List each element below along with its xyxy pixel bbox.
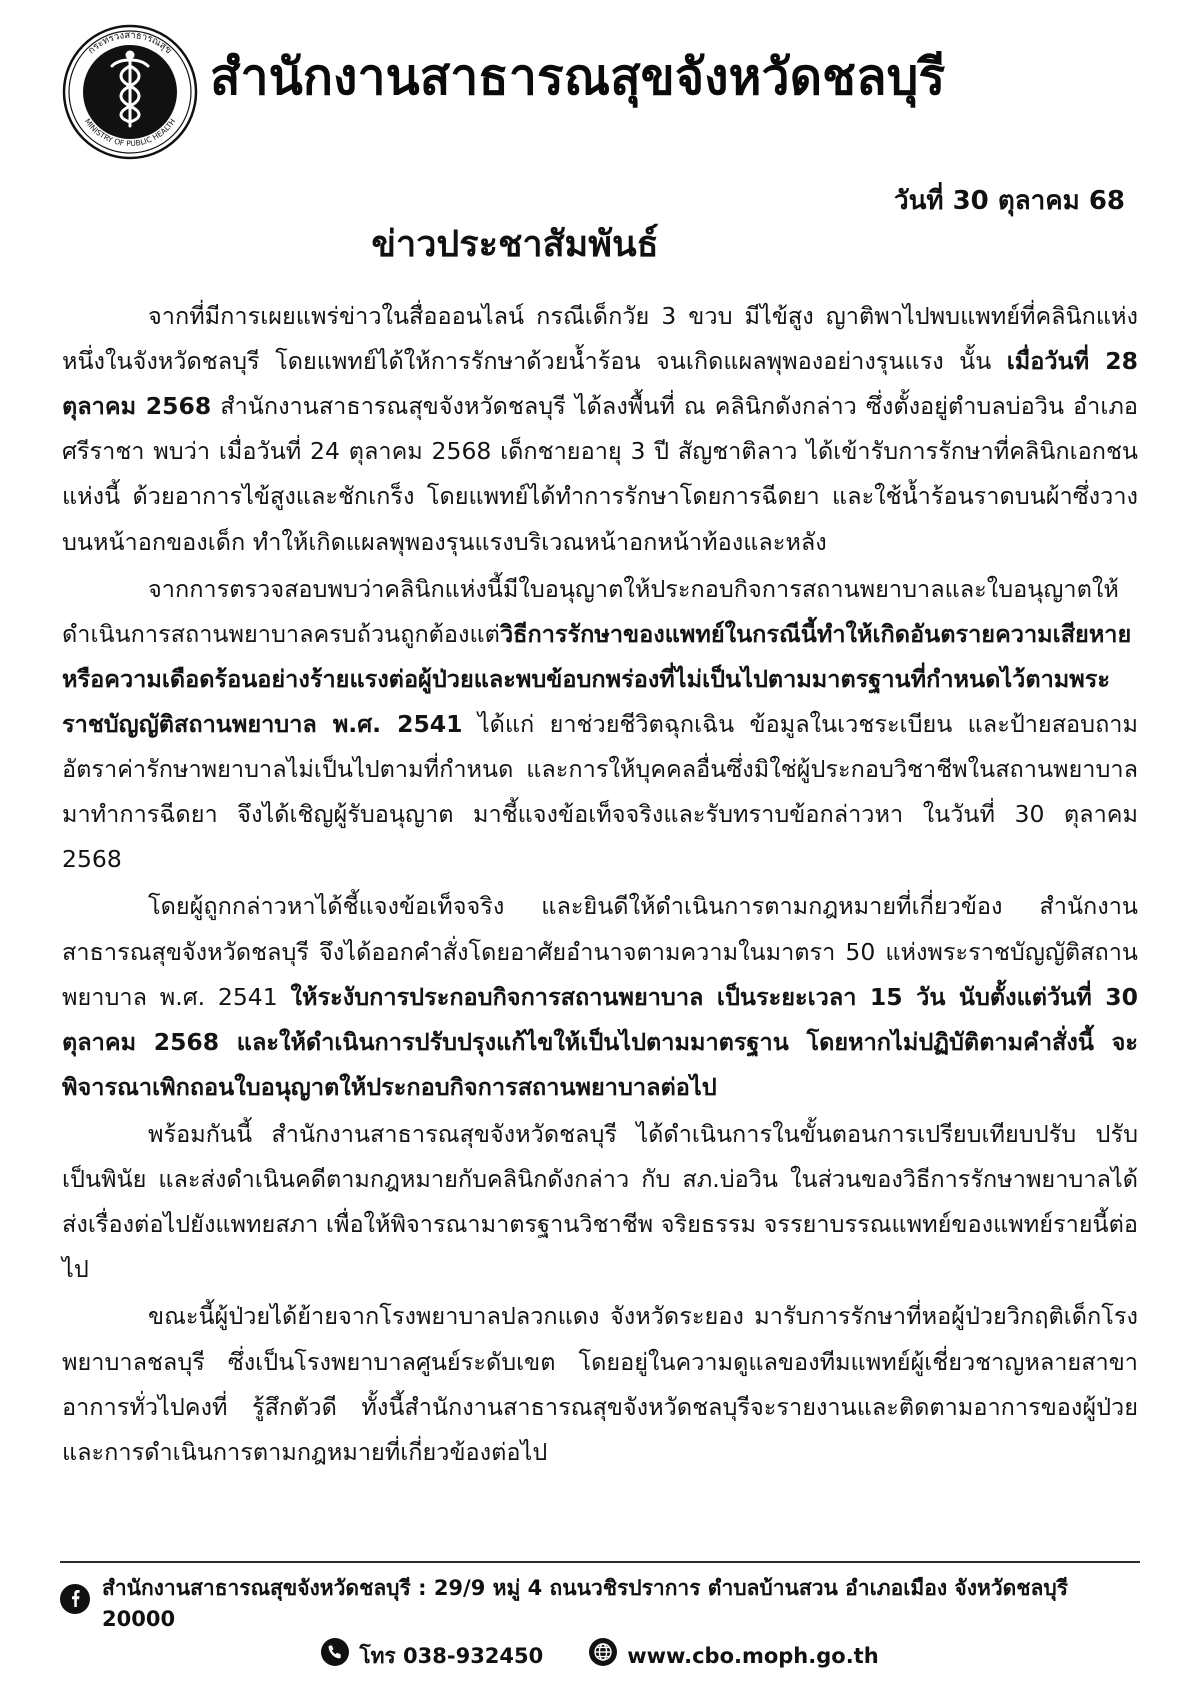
- body-text: โดยผู้ถูกกล่าวหาได้ชี้แจงข้อเท็จจริง และยินดีให้ดำเนินการตามกฎหมายที่เกี่ยวข้อง สำนักงานสาธารณสุขจังหวัดชลบุรี จึงได้ออกคำสั่งโดยอาศัยอำนาจตามความในมาตรา 50 แห่งพระราชบัญญัติสถานพยาบาล พ.ศ. 2541: [62, 892, 1138, 1011]
- organization-title: สำนักงานสาธารณสุขจังหวัดชลบุรี: [210, 48, 946, 106]
- body-text: พร้อมกันนี้ สำนักงานสาธารณสุขจังหวัดชลบุรี ได้ดำเนินการในขั้นตอนการเปรียบเทียบปรับ ปรับเป็นพินัย และส่งดำเนินคดีตามกฎหมายกับคลินิกดังกล่าว กับ สภ.บ่อวิน ในส่วนของวิธีการรักษาพยาบาลได้ส่งเรื่องต่อไปยังแพทยสภา เพื่อให้พิจารณามาตรฐานวิชาชีพ จริยธรรม จรรยาบรรณแพทย์ของแพทย์รายนี้ต่อไป: [62, 1119, 1138, 1284]
- para-5: [62, 1294, 1138, 1474]
- svg-text:MINISTRY OF PUBLIC HEALTH: MINISTRY OF PUBLIC HEALTH: [82, 116, 178, 149]
- emphasis-text: วิธีการรักษาของแพทย์ในกรณีนี้ทำให้เกิดอันตรายความเสียหาย หรือความเดือดร้อนอย่างร้ายแรงต่อผู้ป่วยและพบข้อบกพร่องที่ไม่เป็นไปตามมาตรฐานที่กำหนดไว้ตามพระราชบัญญัติสถานพยาบาล พ.ศ. 2541: [62, 619, 1132, 738]
- body-text: ได้แก่ ยาช่วยชีวิตฉุกเฉิน ข้อมูลในเวชระเบียน และป้ายสอบถามอัตราค่ารักษาพยาบาลไม่เป็นไปตามที่กำหนด และการให้บุคคลอื่นซึ่งมิใช่ผู้ประกอบวิชาชีพในสถานพยาบาล มาทำการฉีดยา จึงได้เชิญผู้รับอนุญาต มาชี้แจงข้อเท็จจริงและรับทราบข้อกล่าวหา ในวันที่ 30 ตุลาคม 2568: [62, 709, 1138, 874]
- facebook-icon: [60, 1584, 90, 1624]
- body-text: จากที่มีการเผยแพร่ข่าวในสื่อออนไลน์ กรณีเด็กวัย 3 ขวบ มีไข้สูง ญาติพาไปพบแพทย์ที่คลินิกแห่งหนึ่งในจังหวัดชลบุรี โดยแพทย์ได้ให้การรักษาด้วยน้ำร้อน จนเกิดแผลพุพองอย่างรุนแรง นั้น: [62, 302, 1138, 376]
- svg-text:กระทรวงสาธารณสุข: กระทรวงสาธารณสุข: [85, 29, 175, 57]
- emphasis-text: ให้ระงับการประกอบกิจการสถานพยาบาล เป็นระยะเวลา 15 วัน นับตั้งแต่วันที่ 30 ตุลาคม 2568 และให้ดำเนินการปรับปรุงแก้ไขให้เป็นไปตามมาตรฐาน โดยหากไม่ปฏิบัติตามคำสั่งนี้ จะพิจารณาเพิกถอนใบอนุญาตให้ประกอบกิจการสถานพยาบาลต่อไป: [62, 982, 1138, 1101]
- para-1: [62, 294, 1138, 565]
- document-body: [0, 272, 1200, 1475]
- footer-facebook-row: [60, 1573, 1140, 1636]
- body-text: จากการตรวจสอบพบว่าคลินิกแห่งนี้มีใบอนุญาตให้ประกอบกิจการสถานพยาบาลและใบอนุญาตให้ดำเนินการสถานพยาบาลครบถ้วนถูกต้องแต่: [62, 574, 1119, 648]
- emphasis-text: เมื่อวันที่ 28 ตุลาคม 2568: [62, 347, 1138, 421]
- header-title-wrap: [200, 22, 1140, 105]
- document-footer: [0, 1561, 1200, 1676]
- footer-phone[interactable]: โทร 038-932450: [359, 1643, 544, 1668]
- globe-icon: [589, 1638, 617, 1676]
- footer-contact-row: [60, 1638, 1140, 1676]
- footer-website[interactable]: www.cbo.moph.go.th: [627, 1643, 879, 1668]
- footer-facebook-label: สำนักงานสาธารณสุขจังหวัดชลบุรี : 29/9 หมู่ 4 ถนนวชิรปราการ ตำบลบ้านสวน อำเภอเมือง จังหวัดชลบุรี 20000: [102, 1575, 1068, 1631]
- document-date: วันที่ 30 ตุลาคม 68: [894, 186, 1125, 216]
- body-text: สำนักงานสาธารณสุขจังหวัดชลบุรี ได้ลงพื้นที่ ณ คลินิกดังกล่าว ซึ่งตั้งอยู่ตำบลบ่อวิน อำเภอศรีราชา พบว่า เมื่อวันที่ 24 ตุลาคม 2568 เด็กชายอายุ 3 ปี สัญชาติลาว ได้เข้ารับการรักษาที่คลินิกเอกชนแห่งนี้ ด้วยอาการไข้สูงและชักเกร็ง โดยแพทย์ได้ทำการรักษาโดยการฉีดยา และใช้น้ำร้อนราดบนผ้าซึ่งวางบนหน้าอกของเด็ก ทำให้เกิดแผลพุพองรุนแรงบริเวณหน้าอกหน้าท้องและหลัง: [62, 392, 1138, 556]
- para-2: [62, 567, 1138, 883]
- footer-divider: [60, 1561, 1140, 1563]
- body-text: ขณะนี้ผู้ป่วยได้ย้ายจากโรงพยาบาลปลวกแดง จังหวัดระยอง มารับการรักษาที่หอผู้ป่วยวิกฤติเด็กโรงพยาบาลชลบุรี ซึ่งเป็นโรงพยาบาลศูนย์ระดับเขต โดยอยู่ในความดูแลของทีมแพทย์ผู้เชี่ยวชาญหลายสาขา อาการทั่วไปคงที่ รู้สึกตัวดี ทั้งนี้สำนักงานสาธารณสุขจังหวัดชลบุรีจะรายงานและติดตามอาการของผู้ป่วยและการดำเนินการตามกฎหมายที่เกี่ยวข้องต่อไป: [62, 1302, 1138, 1466]
- phone-icon: [321, 1638, 349, 1676]
- document-heading: ข่าวประชาสัมพันธ์: [371, 224, 659, 265]
- para-4: [62, 1112, 1138, 1292]
- ministry-of-public-health-emblem-icon: [60, 22, 200, 162]
- para-3: [62, 884, 1138, 1110]
- document-header: [0, 0, 1200, 162]
